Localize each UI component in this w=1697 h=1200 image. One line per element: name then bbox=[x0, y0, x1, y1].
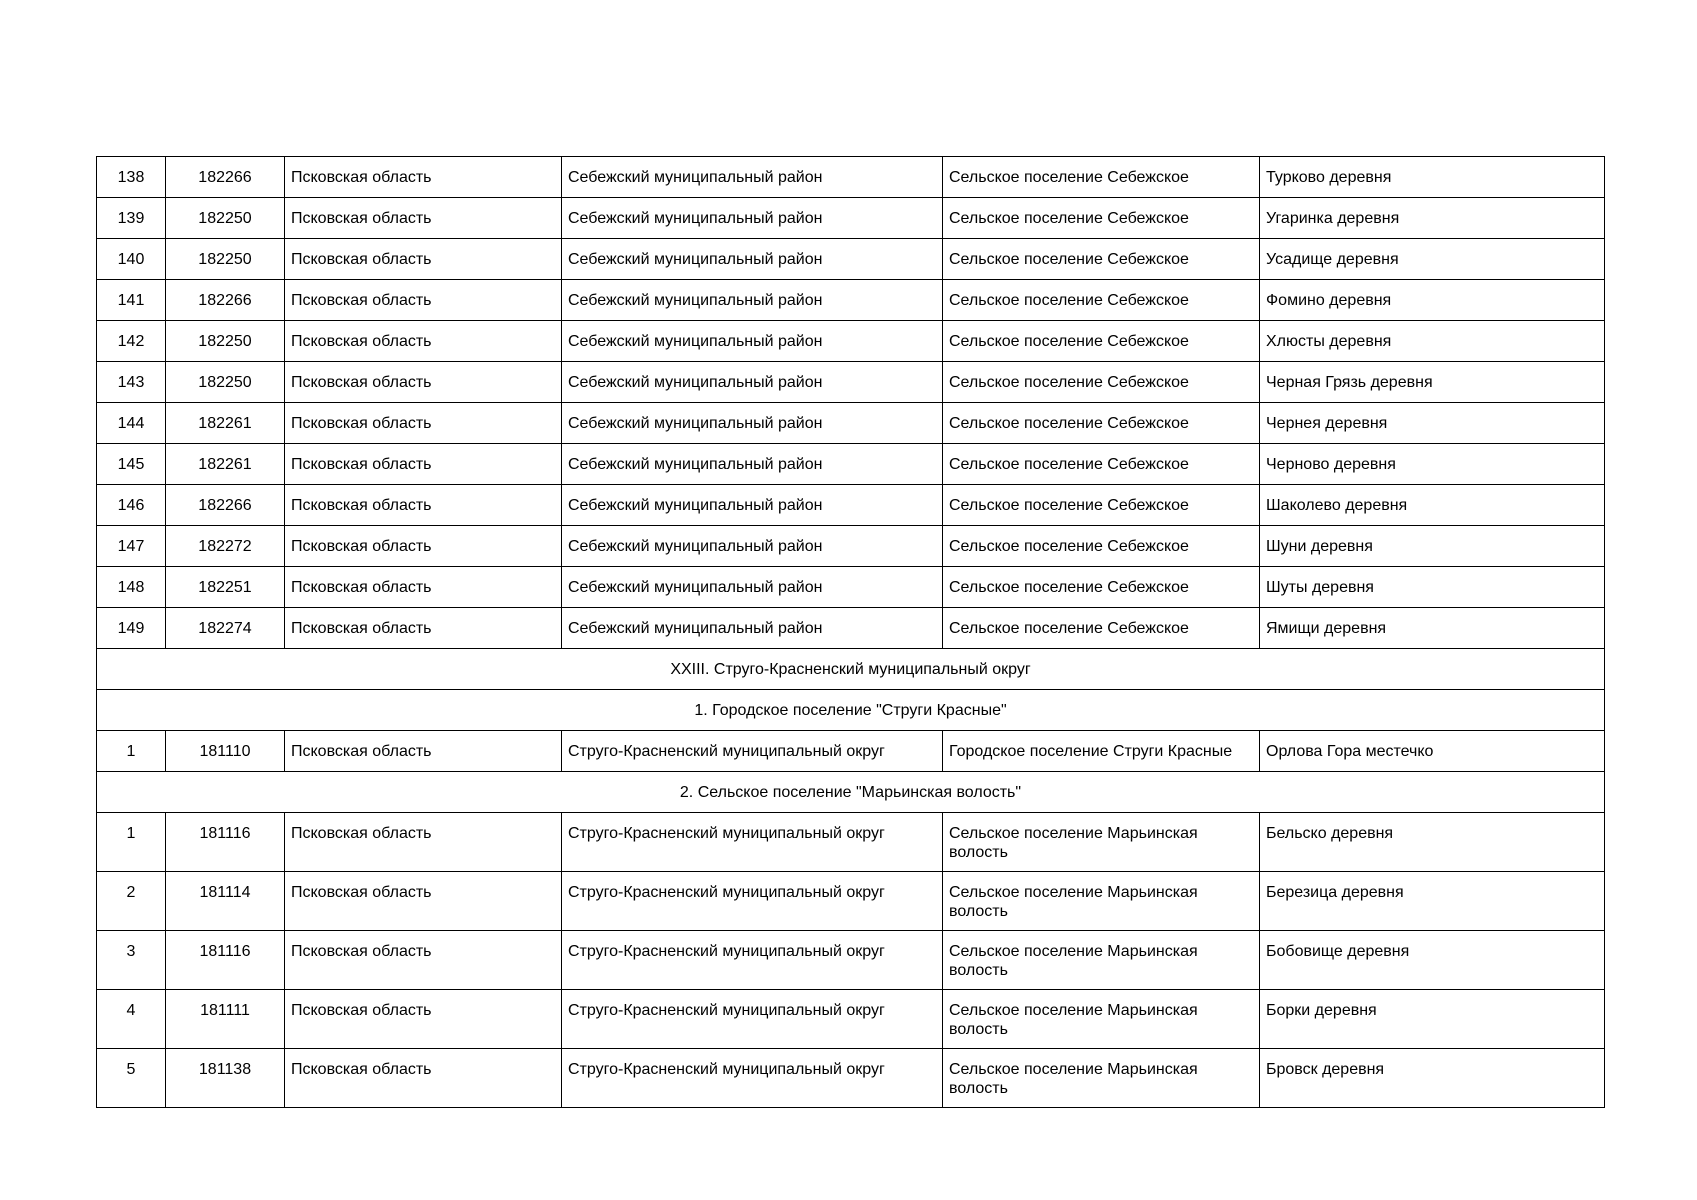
district-cell: Себежский муниципальный район bbox=[562, 567, 943, 608]
district-cell: Себежский муниципальный район bbox=[562, 198, 943, 239]
row-number-cell: 141 bbox=[97, 280, 166, 321]
district-cell: Струго-Красненский муниципальный округ bbox=[562, 931, 943, 990]
postal-index-cell: 182266 bbox=[166, 280, 285, 321]
settlement-cell: Сельское поселение Себежское bbox=[943, 362, 1260, 403]
region-cell: Псковская область bbox=[285, 485, 562, 526]
locality-cell: Турково деревня bbox=[1260, 157, 1605, 198]
row-number-cell: 139 bbox=[97, 198, 166, 239]
row-number-cell: 142 bbox=[97, 321, 166, 362]
postal-index-cell: 182250 bbox=[166, 198, 285, 239]
row-number-cell: 144 bbox=[97, 403, 166, 444]
postal-index-cell: 182250 bbox=[166, 321, 285, 362]
locality-cell: Усадище деревня bbox=[1260, 239, 1605, 280]
locality-cell: Орлова Гора местечко bbox=[1260, 731, 1605, 772]
settlement-cell: Сельское поселение Себежское bbox=[943, 608, 1260, 649]
settlement-cell: Сельское поселение Себежское bbox=[943, 157, 1260, 198]
table-row bbox=[97, 872, 1605, 931]
region-cell: Псковская область bbox=[285, 280, 562, 321]
district-cell: Себежский муниципальный район bbox=[562, 526, 943, 567]
postal-index-cell: 181116 bbox=[166, 931, 285, 990]
region-cell: Псковская область bbox=[285, 526, 562, 567]
postal-index-cell: 181116 bbox=[166, 813, 285, 872]
table-row bbox=[97, 813, 1605, 872]
region-cell: Псковская область bbox=[285, 444, 562, 485]
district-cell: Себежский муниципальный район bbox=[562, 280, 943, 321]
locality-cell: Фомино деревня bbox=[1260, 280, 1605, 321]
district-cell: Себежский муниципальный район bbox=[562, 403, 943, 444]
table-row bbox=[97, 280, 1605, 321]
row-number-cell: 138 bbox=[97, 157, 166, 198]
locality-cell: Черново деревня bbox=[1260, 444, 1605, 485]
settlement-cell: Городское поселение Струги Красные bbox=[943, 731, 1260, 772]
row-number-cell: 1 bbox=[97, 813, 166, 872]
settlement-cell: Сельское поселение Марьинская волость bbox=[943, 990, 1260, 1049]
locality-cell: Борки деревня bbox=[1260, 990, 1605, 1049]
settlement-cell: Сельское поселение Марьинская волость bbox=[943, 813, 1260, 872]
postal-index-cell: 181110 bbox=[166, 731, 285, 772]
table-row bbox=[97, 731, 1605, 772]
district-cell: Струго-Красненский муниципальный округ bbox=[562, 813, 943, 872]
locality-cell: Бобовище деревня bbox=[1260, 931, 1605, 990]
table-row bbox=[97, 157, 1605, 198]
district-cell: Струго-Красненский муниципальный округ bbox=[562, 1049, 943, 1108]
district-cell: Струго-Красненский муниципальный округ bbox=[562, 731, 943, 772]
postal-index-cell: 182274 bbox=[166, 608, 285, 649]
section-title: 2. Сельское поселение "Марьинская волость" bbox=[97, 772, 1605, 813]
postal-index-cell: 182251 bbox=[166, 567, 285, 608]
postal-index-cell: 182266 bbox=[166, 485, 285, 526]
district-cell: Струго-Красненский муниципальный округ bbox=[562, 990, 943, 1049]
region-cell: Псковская область bbox=[285, 990, 562, 1049]
settlement-cell: Сельское поселение Себежское bbox=[943, 321, 1260, 362]
region-cell: Псковская область bbox=[285, 157, 562, 198]
postal-index-cell: 182261 bbox=[166, 444, 285, 485]
postal-index-cell: 182272 bbox=[166, 526, 285, 567]
section-title: XXIII. Струго-Красненский муниципальный округ bbox=[97, 649, 1605, 690]
row-number-cell: 2 bbox=[97, 872, 166, 931]
locality-cell: Бровск деревня bbox=[1260, 1049, 1605, 1108]
postal-index-cell: 182261 bbox=[166, 403, 285, 444]
settlement-cell: Сельское поселение Себежское bbox=[943, 444, 1260, 485]
row-number-cell: 145 bbox=[97, 444, 166, 485]
locality-cell: Березица деревня bbox=[1260, 872, 1605, 931]
settlement-cell: Сельское поселение Себежское bbox=[943, 198, 1260, 239]
row-number-cell: 147 bbox=[97, 526, 166, 567]
settlements-table-body bbox=[97, 157, 1605, 1108]
section-title: 1. Городское поселение "Струги Красные" bbox=[97, 690, 1605, 731]
settlement-cell: Сельское поселение Себежское bbox=[943, 403, 1260, 444]
row-number-cell: 1 bbox=[97, 731, 166, 772]
settlement-cell: Сельское поселение Себежское bbox=[943, 526, 1260, 567]
region-cell: Псковская область bbox=[285, 1049, 562, 1108]
locality-cell: Бельско деревня bbox=[1260, 813, 1605, 872]
district-cell: Струго-Красненский муниципальный округ bbox=[562, 872, 943, 931]
district-cell: Себежский муниципальный район bbox=[562, 157, 943, 198]
postal-index-cell: 182250 bbox=[166, 239, 285, 280]
locality-cell: Чернея деревня bbox=[1260, 403, 1605, 444]
settlement-cell: Сельское поселение Марьинская волость bbox=[943, 931, 1260, 990]
table-row bbox=[97, 444, 1605, 485]
locality-cell: Шуты деревня bbox=[1260, 567, 1605, 608]
district-cell: Себежский муниципальный район bbox=[562, 485, 943, 526]
row-number-cell: 5 bbox=[97, 1049, 166, 1108]
postal-index-cell: 181138 bbox=[166, 1049, 285, 1108]
region-cell: Псковская область bbox=[285, 813, 562, 872]
district-cell: Себежский муниципальный район bbox=[562, 239, 943, 280]
locality-cell: Черная Грязь деревня bbox=[1260, 362, 1605, 403]
locality-cell: Шуни деревня bbox=[1260, 526, 1605, 567]
locality-cell: Угаринка деревня bbox=[1260, 198, 1605, 239]
settlement-cell: Сельское поселение Себежское bbox=[943, 239, 1260, 280]
postal-index-cell: 182250 bbox=[166, 362, 285, 403]
table-row bbox=[97, 485, 1605, 526]
row-number-cell: 4 bbox=[97, 990, 166, 1049]
row-number-cell: 140 bbox=[97, 239, 166, 280]
table-row bbox=[97, 239, 1605, 280]
settlement-cell: Сельское поселение Марьинская волость bbox=[943, 872, 1260, 931]
postal-index-cell: 182266 bbox=[166, 157, 285, 198]
region-cell: Псковская область bbox=[285, 731, 562, 772]
district-cell: Себежский муниципальный район bbox=[562, 444, 943, 485]
locality-cell: Шаколево деревня bbox=[1260, 485, 1605, 526]
section-header-row bbox=[97, 690, 1605, 731]
settlement-cell: Сельское поселение Себежское bbox=[943, 280, 1260, 321]
region-cell: Псковская область bbox=[285, 608, 562, 649]
row-number-cell: 3 bbox=[97, 931, 166, 990]
row-number-cell: 146 bbox=[97, 485, 166, 526]
row-number-cell: 148 bbox=[97, 567, 166, 608]
region-cell: Псковская область bbox=[285, 567, 562, 608]
district-cell: Себежский муниципальный район bbox=[562, 608, 943, 649]
row-number-cell: 149 bbox=[97, 608, 166, 649]
table-row bbox=[97, 198, 1605, 239]
district-cell: Себежский муниципальный район bbox=[562, 321, 943, 362]
section-header-row bbox=[97, 649, 1605, 690]
table-row bbox=[97, 567, 1605, 608]
region-cell: Псковская область bbox=[285, 321, 562, 362]
settlement-cell: Сельское поселение Марьинская волость bbox=[943, 1049, 1260, 1108]
table-row bbox=[97, 403, 1605, 444]
district-cell: Себежский муниципальный район bbox=[562, 362, 943, 403]
table-row bbox=[97, 362, 1605, 403]
region-cell: Псковская область bbox=[285, 362, 562, 403]
settlement-cell: Сельское поселение Себежское bbox=[943, 485, 1260, 526]
row-number-cell: 143 bbox=[97, 362, 166, 403]
table-row bbox=[97, 931, 1605, 990]
region-cell: Псковская область bbox=[285, 403, 562, 444]
region-cell: Псковская область bbox=[285, 872, 562, 931]
table-row bbox=[97, 1049, 1605, 1108]
region-cell: Псковская область bbox=[285, 198, 562, 239]
postal-index-cell: 181114 bbox=[166, 872, 285, 931]
locality-cell: Хлюсты деревня bbox=[1260, 321, 1605, 362]
settlements-table bbox=[96, 156, 1605, 1108]
region-cell: Псковская область bbox=[285, 931, 562, 990]
section-header-row bbox=[97, 772, 1605, 813]
region-cell: Псковская область bbox=[285, 239, 562, 280]
table-row bbox=[97, 608, 1605, 649]
postal-index-cell: 181111 bbox=[166, 990, 285, 1049]
table-row bbox=[97, 526, 1605, 567]
table-row bbox=[97, 321, 1605, 362]
settlement-cell: Сельское поселение Себежское bbox=[943, 567, 1260, 608]
table-row bbox=[97, 990, 1605, 1049]
locality-cell: Ямищи деревня bbox=[1260, 608, 1605, 649]
